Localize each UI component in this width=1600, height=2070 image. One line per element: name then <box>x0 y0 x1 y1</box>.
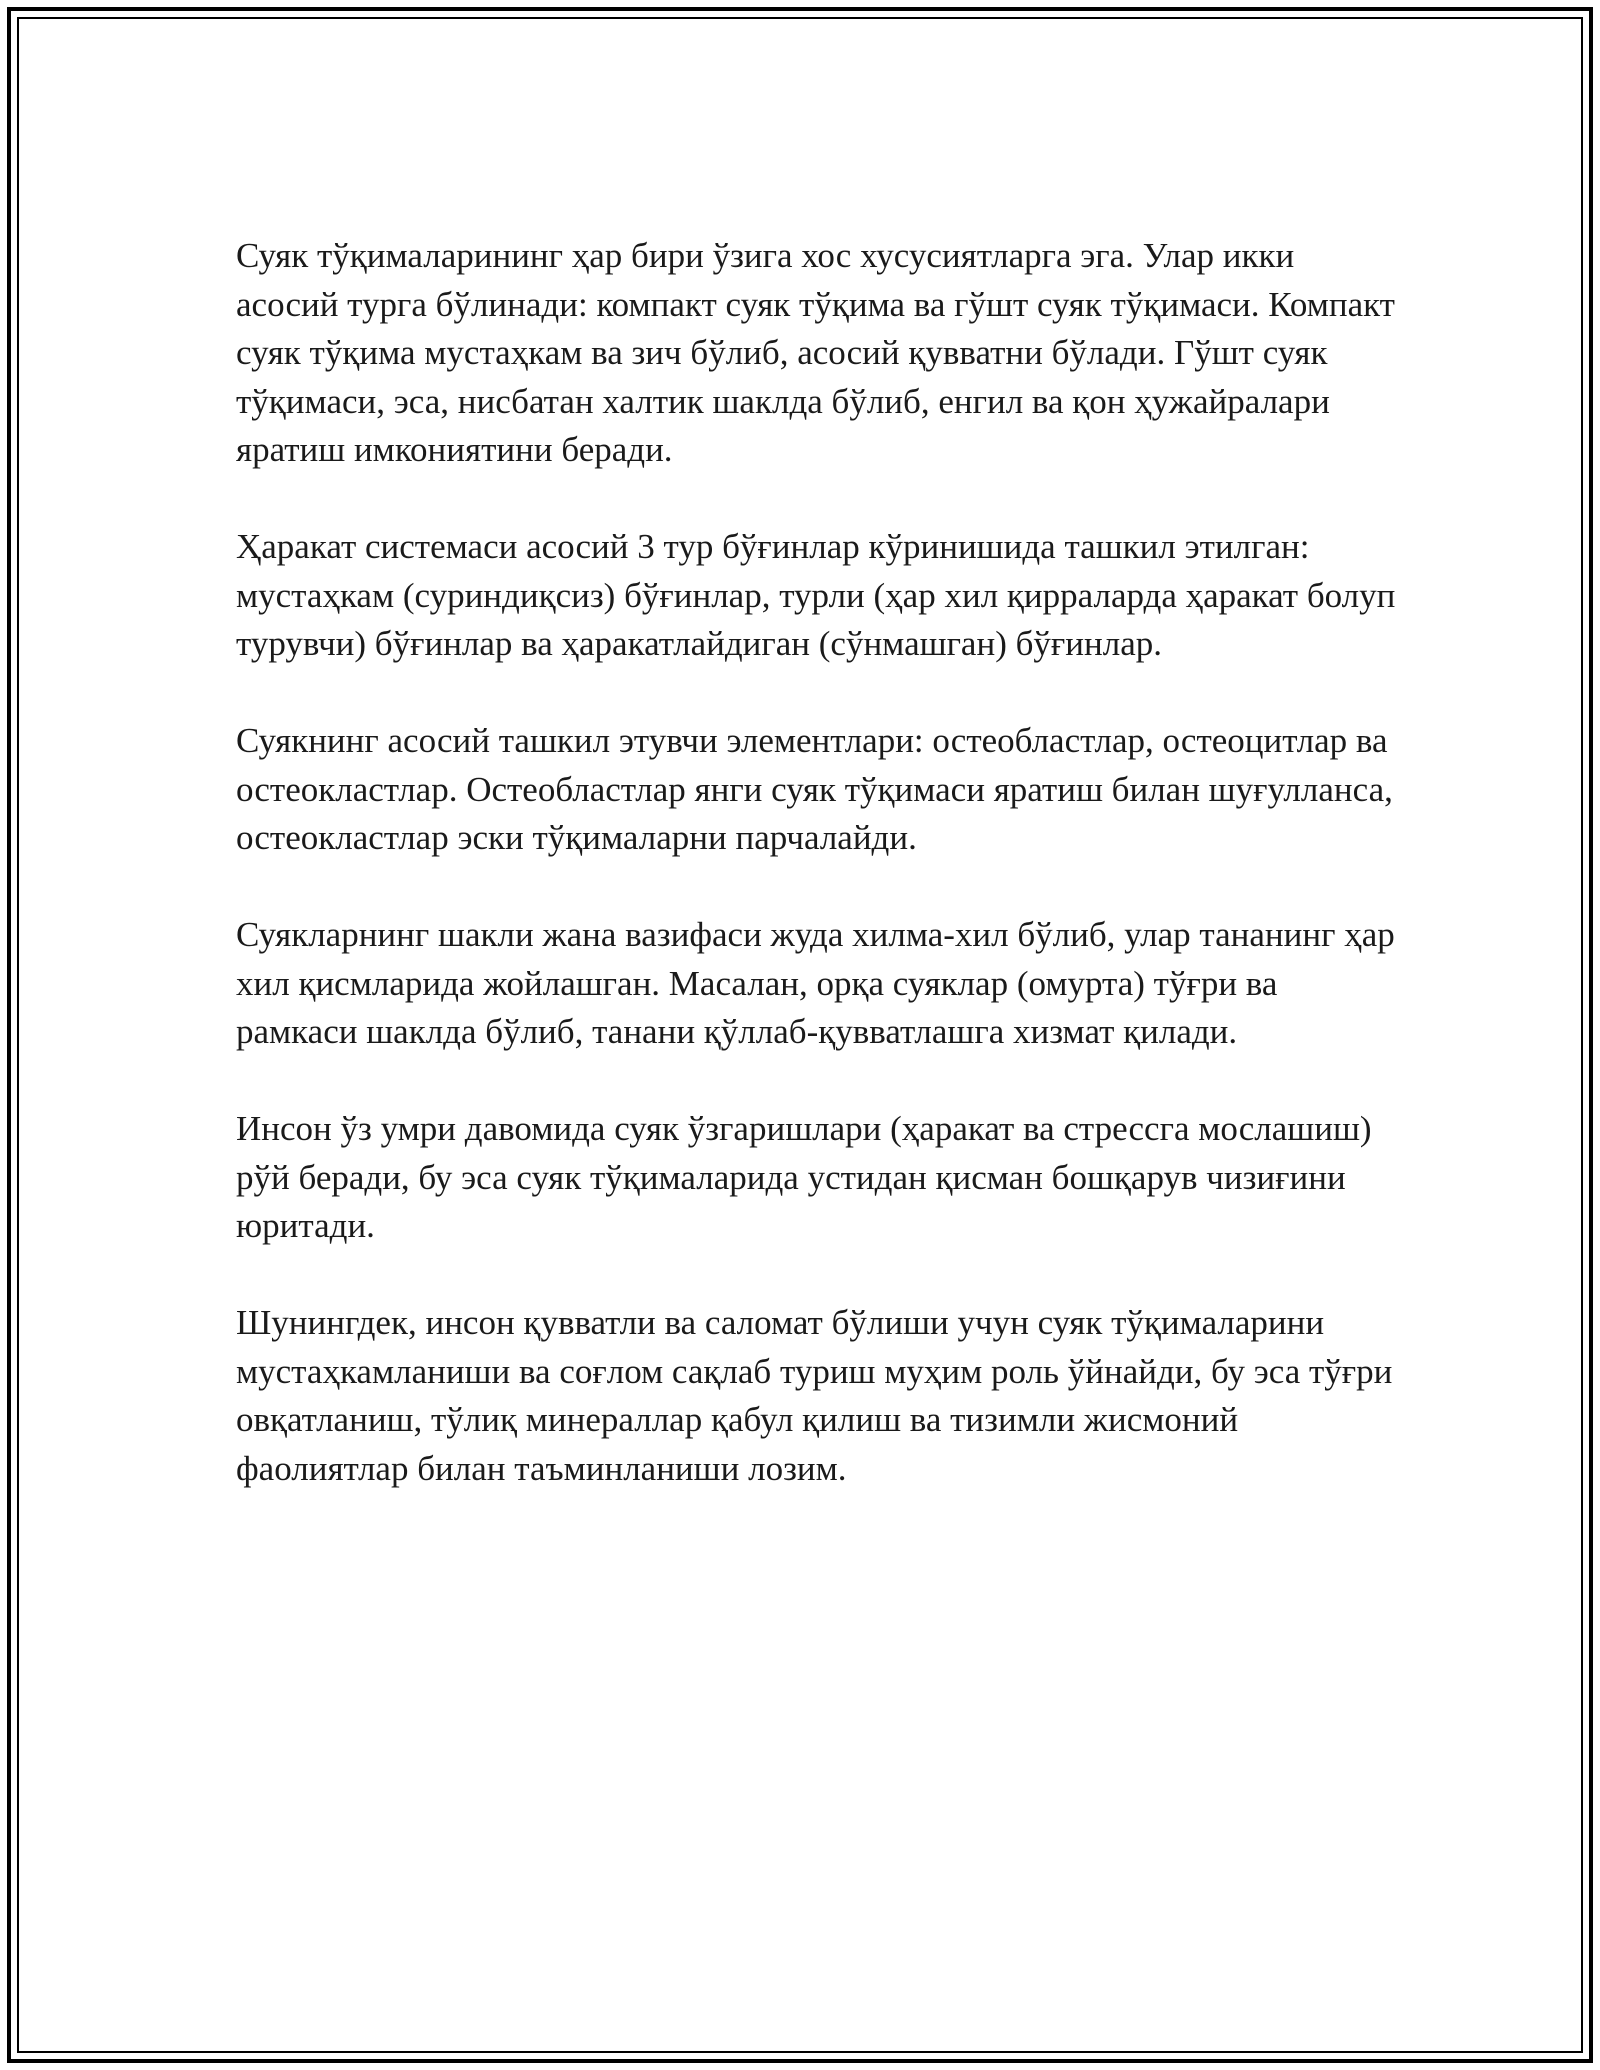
paragraph-bone-health: Шунингдек, инсон қувватли ва саломат бўлиши учун суяк тўқималарини мустаҳкамланиши ва соғлом сақлаб туриш муҳим роль ўйнайди, бу эса тўғри овқатланиш, тўлиқ минераллар қабул қилиш ва тизимли жисмоний фаолиятлар билан таъминланиши лозим. <box>236 1303 1393 1488</box>
paragraph-bone-tissue-types: Суяк тўқималарининг ҳар бири ўзига хос хусусиятларга эга. Улар икки асосий турга бўлинади: компакт суяк тўқима ва гўшт суяк тўқимаси. Компакт суяк тўқима мустаҳкам ва зич бўлиб, асосий қувватни бўлади. Гўшт суяк тўқимаси, эса, нисбатан халтик шаклда бўлиб, енгил ва қон ҳужайралари яратиш имкониятини беради. <box>236 236 1395 469</box>
document-body <box>236 232 1396 1493</box>
paragraph-joint-types: Ҳаракат системаси асосий 3 тур бўғинлар кўринишида ташкил этилган: мустаҳкам (суриндиқсиз) бўғинлар, турли (ҳар хил қирраларда ҳаракат болуп турувчи) бўғинлар ва ҳаракатлайдиган (сўнмашган) бўғинлар. <box>236 527 1396 663</box>
paragraph-bone-shapes: Суякларнинг шакли жана вазифаси жуда хилма-хил бўлиб, улар тананинг ҳар хил қисмларида жойлашган. Масалан, орқа суяклар (омурта) тўғри ва рамкаси шаклда бўлиб, танани қўллаб-қувватлашга хизмат қилади. <box>236 915 1395 1051</box>
paragraph-bone-cells: Суякнинг асосий ташкил этувчи элементлари: остеобластлар, остеоцитлар ва остеокластлар. Остеобластлар янги суяк тўқимаси яратиш билан шуғулланса, остеокластлар эски тўқималарни парчалайди. <box>236 721 1393 857</box>
paragraph-bone-changes: Инсон ўз умри давомида суяк ўзгаришлари (ҳаракат ва стрессга мослашиш) рўй беради, бу эса суяк тўқималарида устидан қисман бошқарув чизиғини юритади. <box>236 1109 1372 1245</box>
